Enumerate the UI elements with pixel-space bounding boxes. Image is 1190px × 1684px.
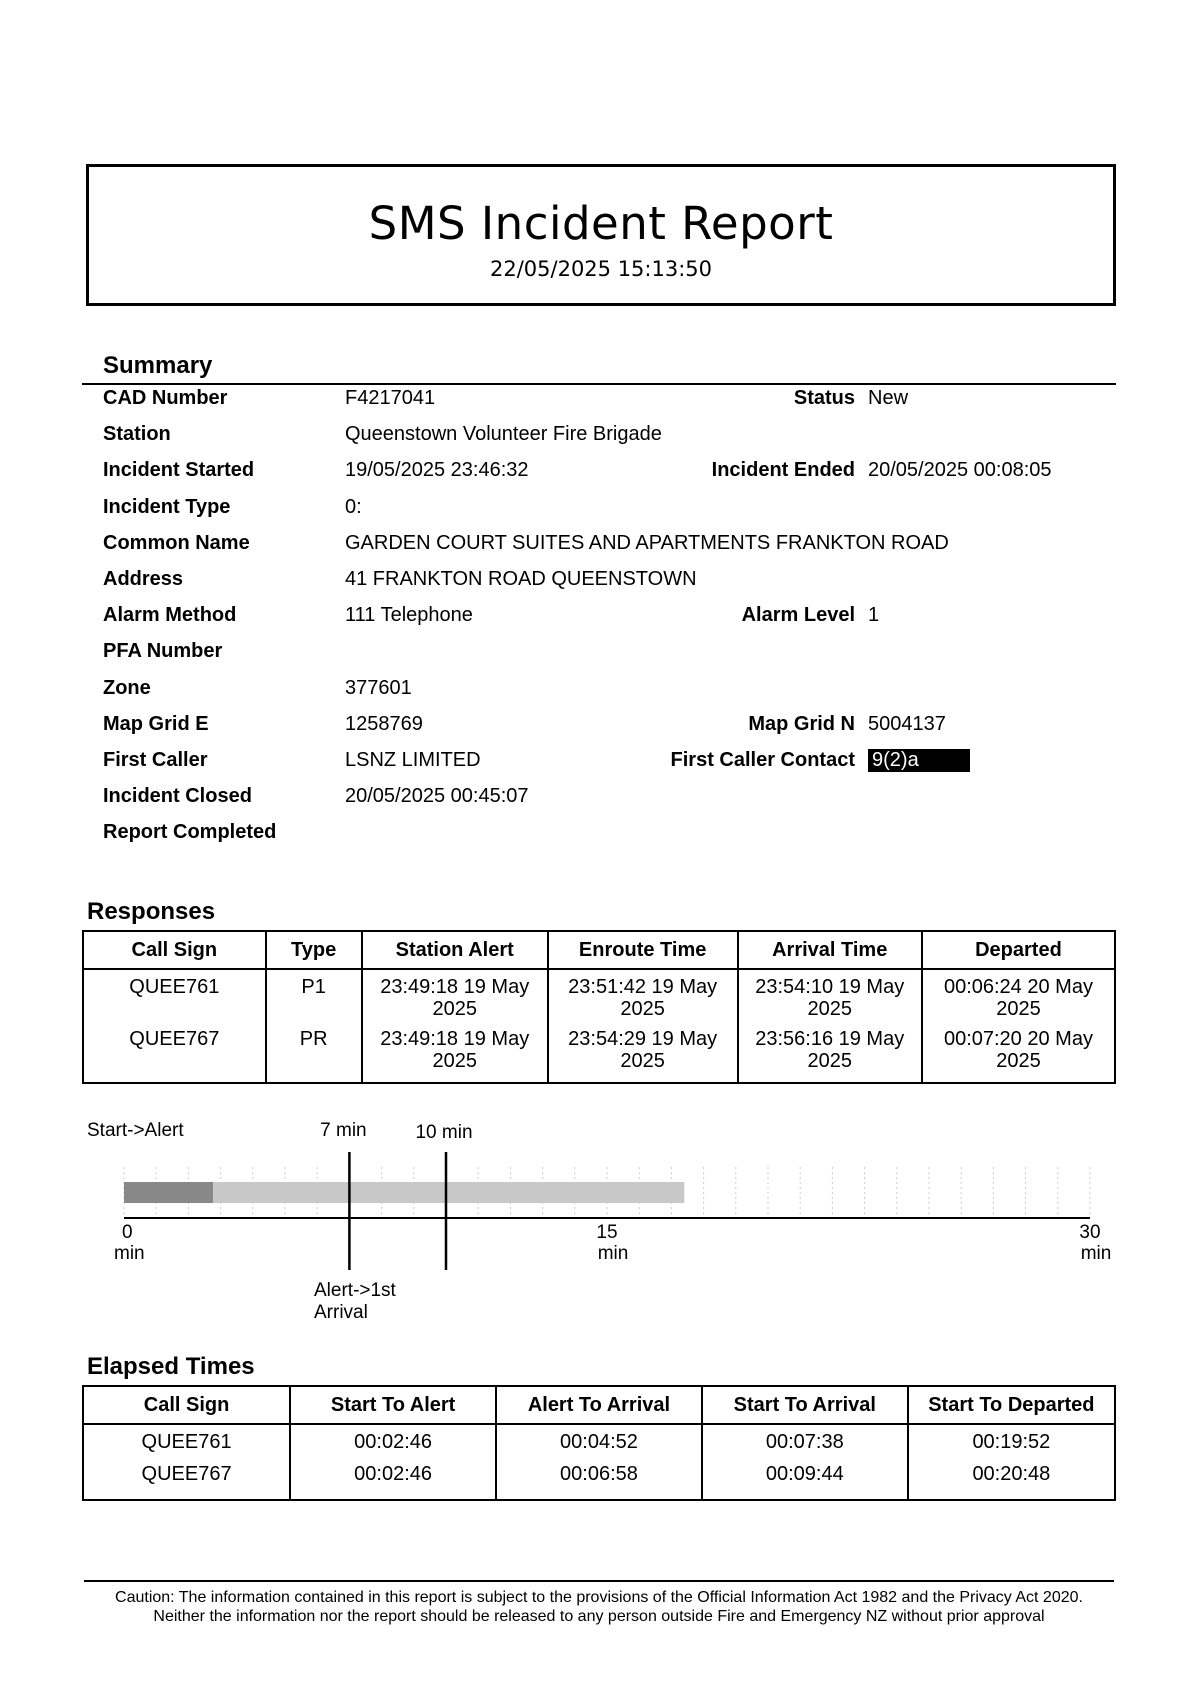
responses-table (82, 930, 1116, 1084)
report-title: SMS Incident Report (368, 197, 834, 250)
footer-line-1: Caution: The information contained in this report is subject to the provisions of the Official Information Act 1982 and the Privacy Act 2020. (115, 1589, 1083, 1606)
summary-heading: Summary (103, 352, 213, 379)
summary-label: CAD Number (103, 387, 228, 409)
segment-bar (213, 1182, 684, 1203)
summary-label: Incident Type (103, 495, 231, 518)
summary-rule (82, 383, 1116, 385)
table-cell: 23:49:18 19 May 2025 (362, 1020, 548, 1083)
redacted-contact: 9(2)a (868, 749, 970, 772)
table-row (83, 1424, 1115, 1453)
summary-label: Station (103, 423, 171, 446)
summary-right-label: Map Grid N (748, 712, 855, 735)
summary-label: Alarm Method (103, 604, 237, 627)
tick-label: 15 min (596, 1222, 629, 1264)
column-header: Departed (922, 931, 1115, 969)
column-header: Enroute Time (548, 931, 738, 969)
column-header: Start To Departed (908, 1386, 1115, 1424)
table-cell: 00:20:48 (908, 1453, 1115, 1500)
summary-row (103, 749, 1113, 777)
summary-label: Zone (103, 676, 151, 699)
summary-label: Common Name (103, 531, 250, 554)
summary-value: Queenstown Volunteer Fire Brigade (345, 423, 662, 446)
table-cell: QUEE761 (83, 969, 266, 1020)
table-cell: 23:54:10 19 May 2025 (738, 969, 922, 1020)
summary-label: PFA Number (103, 640, 223, 663)
summary-row (103, 821, 1113, 849)
table-cell: 00:09:44 (702, 1453, 908, 1500)
summary-right-value: 5004137 (868, 712, 946, 735)
column-header: Call Sign (83, 1386, 290, 1424)
footer-line-2: Neither the information nor the report should be released to any person outside Fire and Emergency NZ without prior approval (153, 1608, 1045, 1625)
summary-value: F4217041 (345, 387, 436, 409)
segment-bar (124, 1182, 213, 1203)
elapsed-heading: Elapsed Times (87, 1353, 255, 1380)
table-row (83, 1020, 1115, 1083)
table-cell: 00:06:24 20 May 2025 (922, 969, 1115, 1020)
tick-label: 0 min (114, 1222, 145, 1264)
timeline-chart (0, 1100, 1190, 1340)
summary-right-label: Status (793, 387, 855, 409)
summary-label: First Caller (103, 749, 208, 771)
summary-value: 1258769 (345, 712, 423, 735)
table-cell: 00:04:52 (496, 1424, 702, 1453)
tick-label: 30 min (1079, 1222, 1112, 1264)
summary-value: 0: (345, 495, 362, 518)
summary-value: 377601 (345, 676, 412, 699)
summary-row (103, 459, 1113, 487)
summary-row (103, 532, 1113, 560)
summary-right-value: New (868, 387, 909, 409)
summary-label: Incident Closed (103, 785, 252, 808)
marker-label: 7 min (320, 1120, 367, 1141)
summary-label: Address (103, 568, 184, 590)
summary-row (103, 713, 1113, 741)
caution-footer (84, 1580, 1114, 1626)
table-cell: 23:51:42 19 May 2025 (548, 969, 738, 1020)
table-cell: 00:19:52 (908, 1424, 1115, 1453)
table-row (83, 969, 1115, 1020)
summary-row (103, 785, 1113, 813)
summary-value: GARDEN COURT SUITES AND APARTMENTS FRANKTON ROAD (345, 531, 949, 554)
column-header: Start To Alert (290, 1386, 496, 1424)
summary-right-label: First Caller Contact (670, 749, 855, 771)
segment-label-start-alert: Start->Alert (87, 1120, 184, 1141)
summary-row (103, 604, 1113, 632)
column-header: Station Alert (362, 931, 548, 969)
table-cell: 23:54:29 19 May 2025 (548, 1020, 738, 1083)
summary-row (103, 677, 1113, 705)
table-cell: 23:49:18 19 May 2025 (362, 969, 548, 1020)
segment-label-alert-arrival: Alert->1st Arrival (314, 1280, 396, 1323)
table-cell: QUEE767 (83, 1020, 266, 1083)
summary-row (103, 387, 1113, 415)
table-cell: 00:07:38 (702, 1424, 908, 1453)
report-timestamp: 22/05/2025 15:13:50 (489, 257, 713, 281)
table-cell: QUEE761 (83, 1424, 290, 1453)
column-header: Type (266, 931, 362, 969)
summary-value: 41 FRANKTON ROAD QUEENSTOWN (345, 568, 697, 590)
table-cell: 23:56:16 19 May 2025 (738, 1020, 922, 1083)
summary-right-label: Incident Ended (711, 459, 855, 482)
summary-right-value: 1 (868, 604, 880, 627)
table-cell: QUEE767 (83, 1453, 290, 1500)
table-cell: P1 (266, 969, 362, 1020)
column-header: Alert To Arrival (496, 1386, 702, 1424)
summary-value: 111 Telephone (345, 604, 473, 627)
column-header: Arrival Time (738, 931, 922, 969)
summary-right-value: 20/05/2025 00:08:05 (868, 459, 1052, 482)
column-header: Call Sign (83, 931, 266, 969)
table-cell: 00:06:58 (496, 1453, 702, 1500)
table-cell: PR (266, 1020, 362, 1083)
marker-label: 10 min (415, 1122, 473, 1143)
summary-row (103, 496, 1113, 524)
summary-right-label: Alarm Level (741, 604, 855, 627)
table-row (83, 1453, 1115, 1500)
column-header: Start To Arrival (702, 1386, 908, 1424)
responses-heading: Responses (87, 898, 216, 925)
summary-value: LSNZ LIMITED (345, 749, 481, 771)
summary-value: 19/05/2025 23:46:32 (345, 459, 529, 482)
summary-row (103, 568, 1113, 596)
table-cell: 00:02:46 (290, 1453, 496, 1500)
summary-value: 20/05/2025 00:45:07 (345, 785, 529, 808)
summary-row (103, 423, 1113, 451)
table-cell: 00:07:20 20 May 2025 (922, 1020, 1115, 1083)
summary-row (103, 640, 1113, 668)
table-cell: 00:02:46 (290, 1424, 496, 1453)
summary-label: Report Completed (103, 821, 277, 844)
elapsed-times-table (82, 1385, 1116, 1501)
summary-label: Incident Started (103, 459, 255, 482)
summary-label: Map Grid E (103, 712, 209, 735)
report-header (86, 164, 1116, 306)
